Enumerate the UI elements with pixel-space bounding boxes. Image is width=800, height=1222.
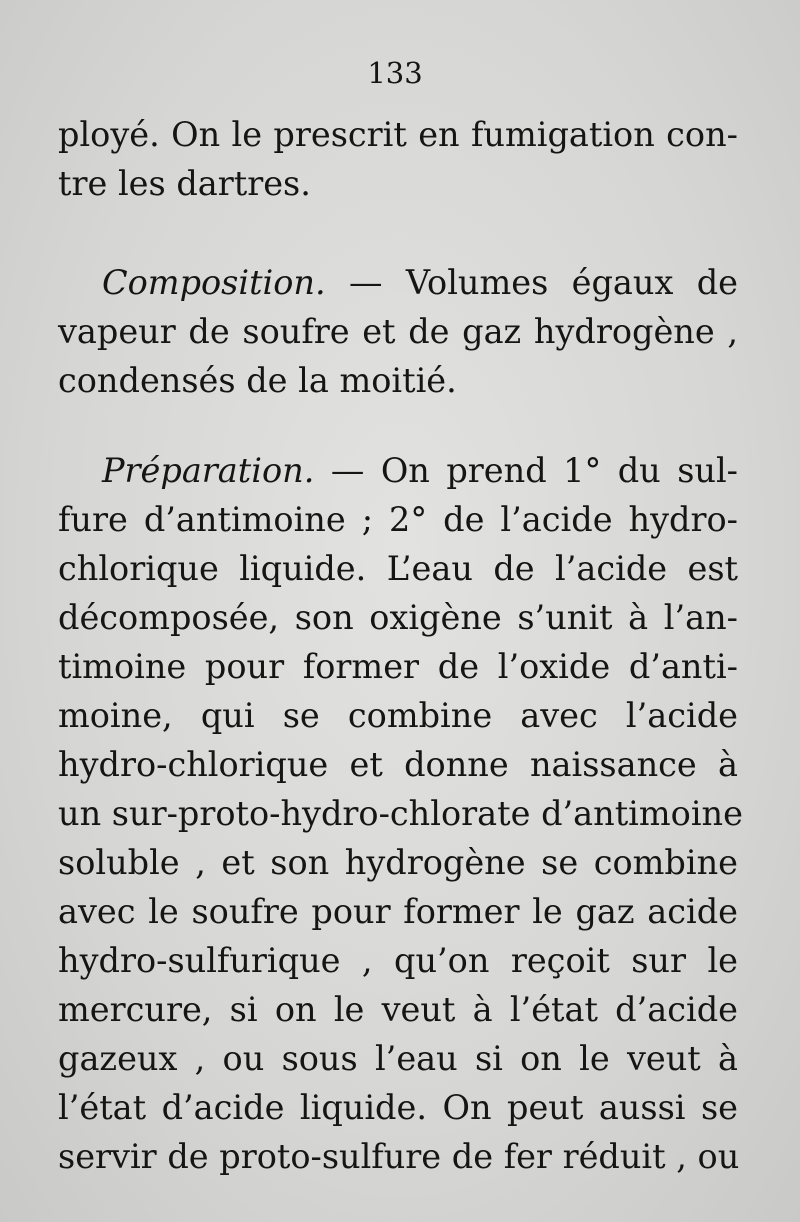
text-line: fure d’antimoine ; 2° de l’acide hydro- [58,500,738,539]
text-line: avec le soufre pour former le gaz acide [58,892,738,931]
paragraph-continuation [58,110,738,208]
text-line: l’état d’acide liquide. On peut aussi se [58,1088,738,1127]
text-line: tre les dartres. [58,164,311,203]
text-line: décomposée, son oxigène s’unit à l’an- [58,598,738,637]
text-line: soluble , et son hydrogène se combine [58,843,738,882]
text-run: — On prend 1° du sul- [314,451,738,490]
text-line: vapeur de soufre et de gaz hydrogène , [58,312,738,351]
text-line: un sur-proto-hydro-chlorate d’antimoine [58,794,743,833]
page-number: 133 [367,56,423,90]
section-label-composition: Composition. [102,263,326,302]
text-line: servir de proto-sulfure de fer réduit , ou [58,1137,740,1176]
text-line [58,446,738,495]
text-line: mercure, si on le veut à l’état d’acide [58,990,738,1029]
text-line: gazeux , ou sous l’eau si on le veut à [58,1039,738,1078]
text-line: condensés de la moitié. [58,361,457,400]
text-line: timoine pour former de l’oxide d’anti- [58,647,738,686]
text-line [58,258,738,307]
text-line: hydro-sulfurique , qu’on reçoit sur le [58,941,738,980]
text-line: moine, qui se combine avec l’acide [58,696,738,735]
paragraph-preparation [58,446,743,1181]
text-line: hydro-chlorique et donne naissance à [58,745,738,784]
text-run: — Volumes égaux de [325,263,738,302]
text-line: ployé. On le prescrit en fumigation con- [58,115,738,154]
paragraph-composition [58,258,738,405]
section-label-preparation: Préparation. [102,451,315,490]
text-line: chlorique liquide. L’eau de l’acide est [58,549,738,588]
